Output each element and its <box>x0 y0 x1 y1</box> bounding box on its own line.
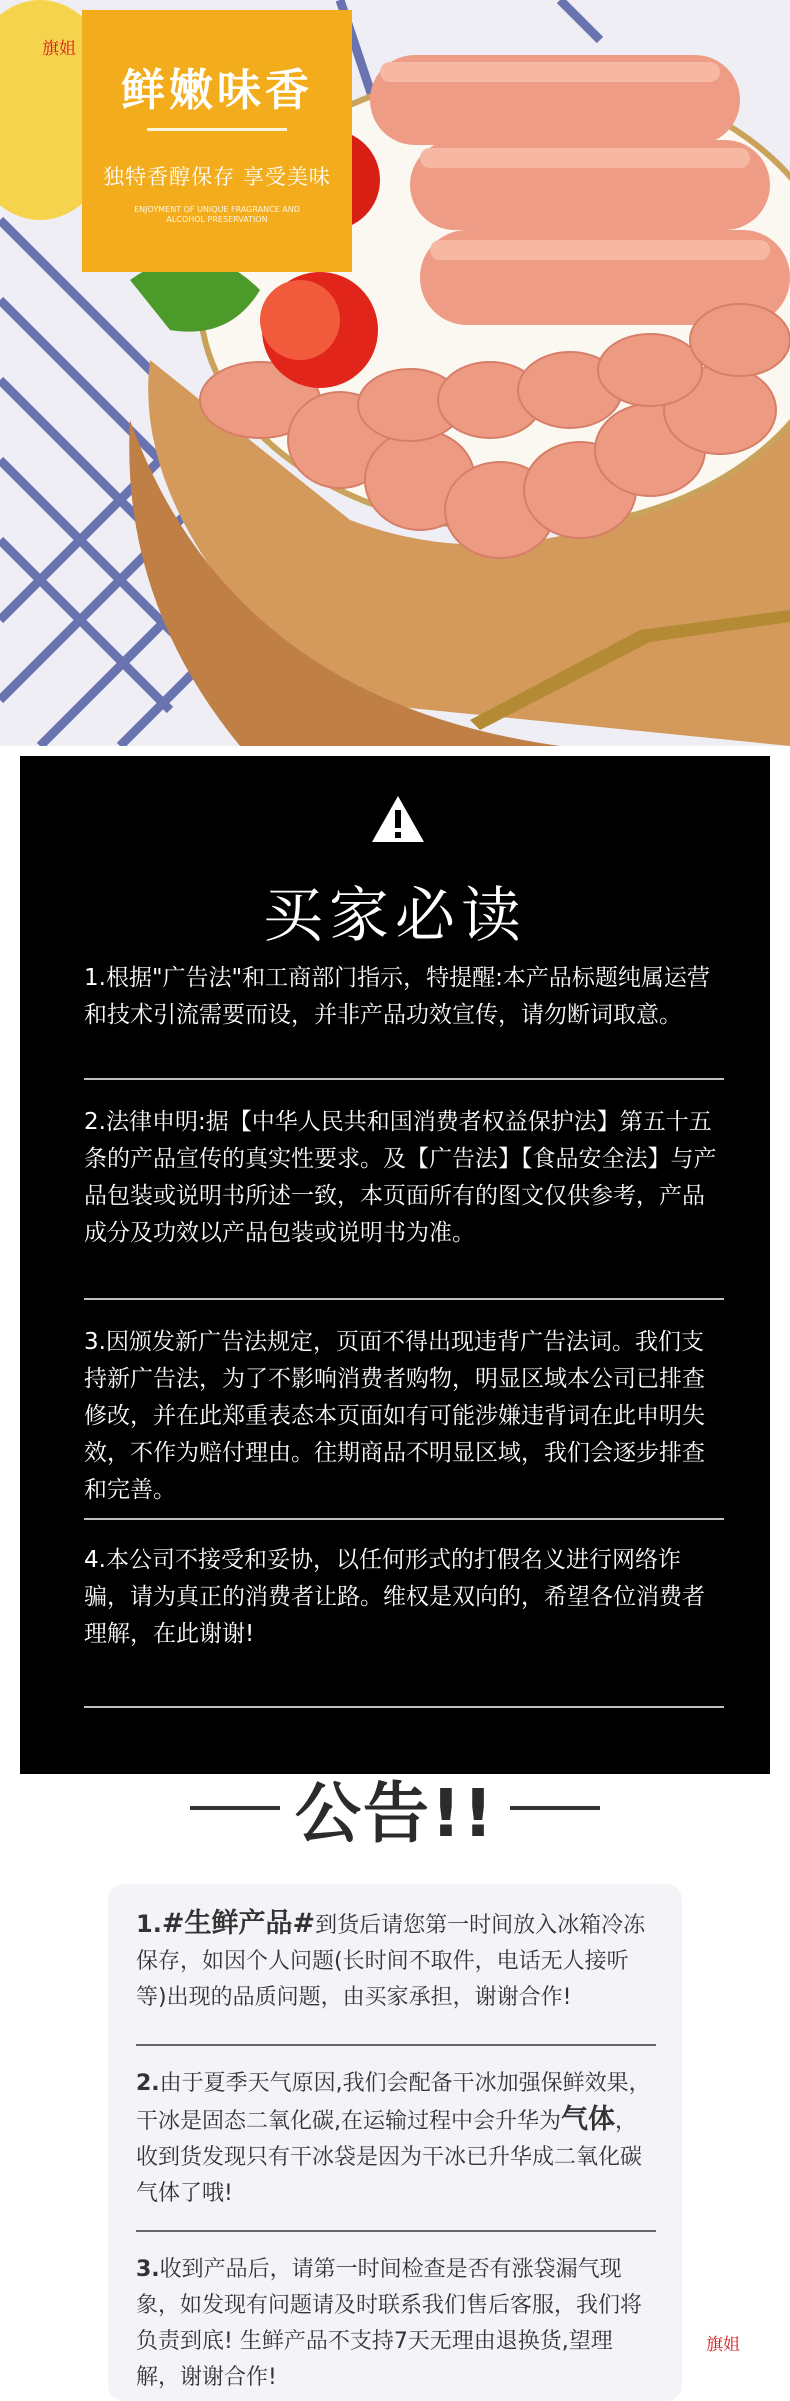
notice-item-3: 3.因颁发新广告法规定，页面不得出现违背广告法词。我们支持新广告法，为了不影响消费者购物，明显区域本公司已排查修改，并在此郑重表态本页面如有可能涉嫌违背词在此申明失效，不作为赔付理由。往期商品不明显区域，我们会逐步排查和完善。 <box>84 1329 705 1503</box>
promo-divider <box>147 128 287 131</box>
announcement-title: 公告!! <box>294 1775 496 1852</box>
item-text: 到货后请您第一时间放入冰箱冷冻保存，如因个人问题(长时间不取件，电话无人接听等)出现的品质问题，由买家承担，谢谢合作! <box>136 1913 646 2010</box>
announcement-divider <box>136 2230 656 2232</box>
notice-divider <box>84 1078 724 1080</box>
notice-item-1: 1.根据"广告法"和工商部门指示，特提醒:本产品标题纯属运营和技术引流需要而设，并非产品功效宣传，请勿断词取意。 <box>84 965 710 1028</box>
item-text-a: 由于夏季天气原因,我们会配备干冰加强保鲜效果，干冰是固态二氧化碳,在运输过程中会升华为 <box>136 2071 651 2134</box>
announcement-item-3 <box>136 2252 656 2396</box>
announcement-divider <box>136 2044 656 2046</box>
item-text: 收到产品后，请第一时间检查是否有涨袋漏气现象，如发现有问题请及时联系我们售后客服，我们将负责到底! 生鲜产品不支持7天无理由退换货,望理解，谢谢合作! <box>136 2257 643 2390</box>
announcement-header <box>0 1760 790 1852</box>
notice-divider <box>84 1298 724 1300</box>
notice-divider <box>84 1518 724 1520</box>
hero-product-image <box>0 0 790 746</box>
gas-highlight: 气体 <box>561 2104 615 2135</box>
notice-divider <box>84 1706 724 1708</box>
watermark-top: 旗姐 <box>42 39 76 59</box>
promo-card <box>82 10 352 272</box>
item-number: 2. <box>136 2071 160 2096</box>
item-number: 1. <box>136 1910 162 1938</box>
announcement-item-1 <box>136 1906 656 2016</box>
announcement-item-2 <box>136 2066 656 2212</box>
promo-subtitle: 独特香醇保存 享受美味 <box>103 165 331 189</box>
announcement-card <box>108 1884 682 2401</box>
notice-title: 买家必读 <box>263 881 527 951</box>
promo-english-text: ENJOYMENT OF UNIQUE FRAGRANCE AND ALCOHOL PRESERVATION <box>134 205 300 224</box>
promo-title: 鲜嫩味香 <box>121 65 313 116</box>
fresh-tag: #生鲜产品# <box>161 1908 316 1939</box>
header-line-right <box>510 1806 600 1810</box>
notice-item-4: 4.本公司不接受和妥协，以任何形式的打假名义进行网络诈骗，请为真正的消费者让路。维权是双向的，希望各位消费者理解，在此谢谢! <box>84 1547 705 1647</box>
warning-icon <box>370 794 426 844</box>
notice-item-2: 2.法律申明:据【中华人民共和国消费者权益保护法】第五十五条的产品宣传的真实性要求。及【广告法】【食品安全法】与产品包装或说明书所述一致，本页面所有的图文仅供参考，产品成分及功效以产品包装或说明书为准。 <box>84 1109 717 1246</box>
item-number: 3. <box>136 2257 160 2282</box>
watermark-bottom: 旗姐 <box>706 2335 740 2355</box>
item-text-b: ，收到货发现只有干冰袋是因为干冰已升华成二氧化碳气体了哦! <box>136 2109 643 2206</box>
buyer-notice-panel <box>20 756 770 1774</box>
